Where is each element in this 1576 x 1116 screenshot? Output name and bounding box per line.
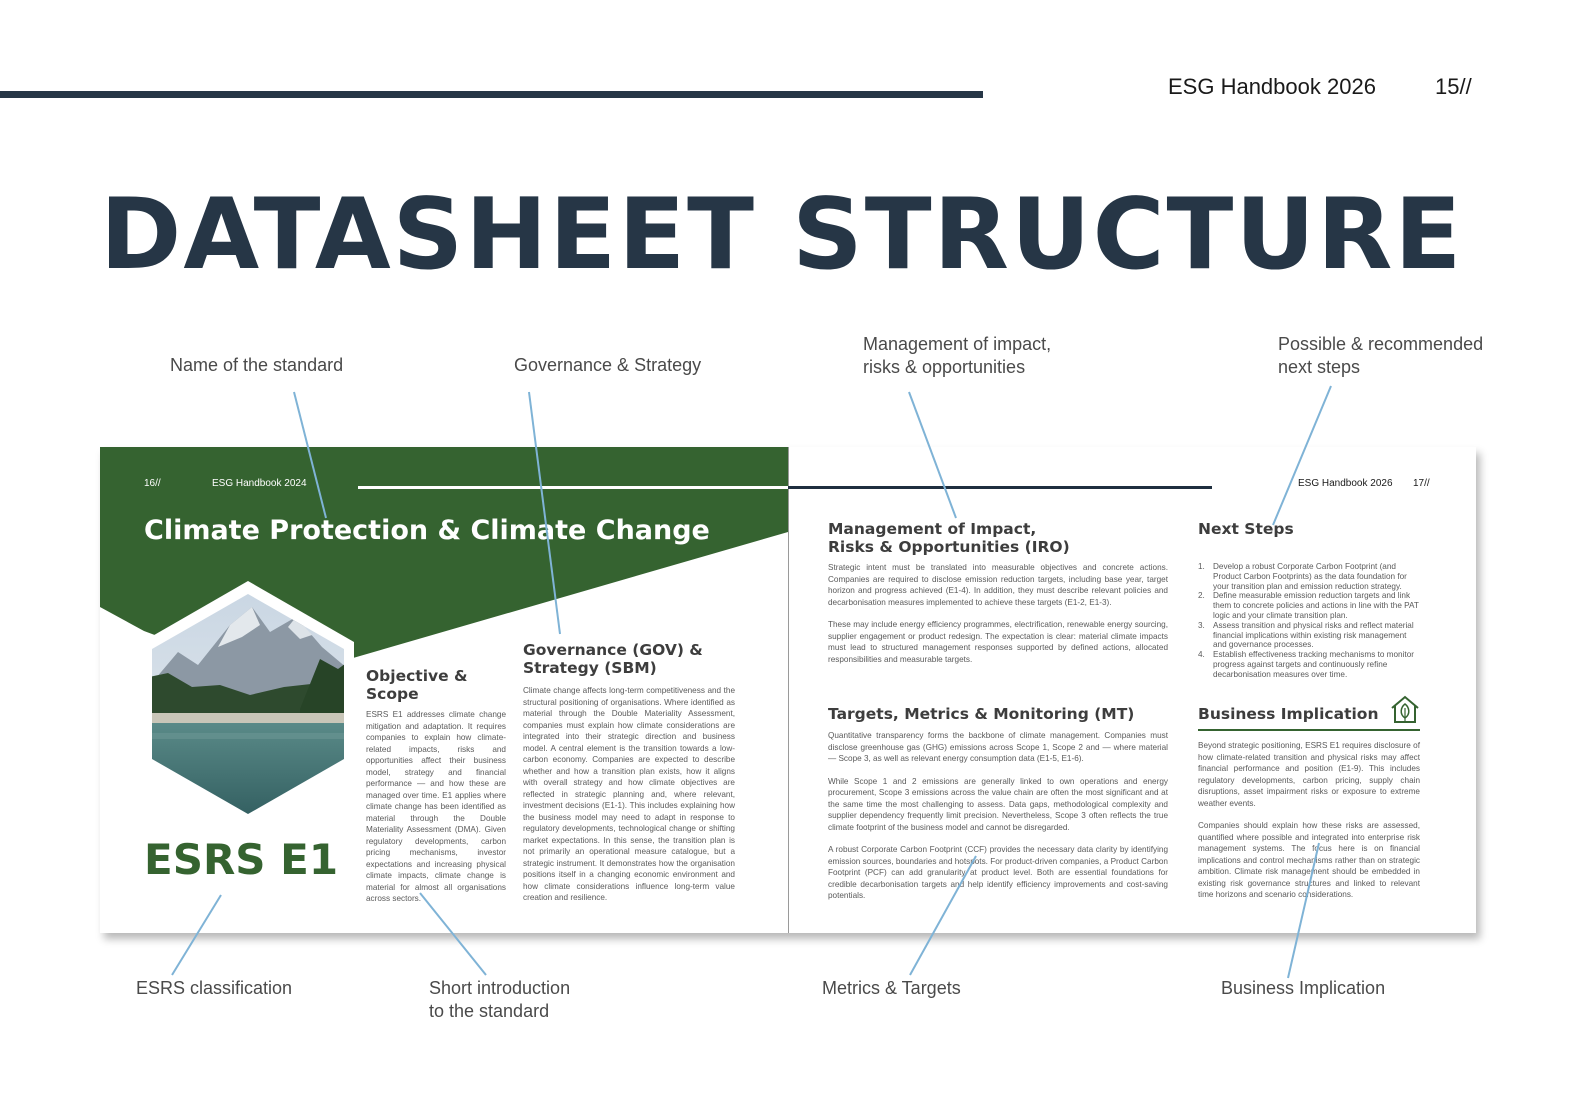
spread-gutter xyxy=(788,447,789,933)
callout-name-of-standard: Name of the standard xyxy=(170,355,344,375)
callout-management-iro: Management of impact, risks & opportunities xyxy=(863,334,1052,377)
right-handbook-title: ESG Handbook 2026 xyxy=(1298,478,1393,489)
callout-governance-strategy: Governance & Strategy xyxy=(514,355,702,375)
datasheet-spread xyxy=(100,447,1476,933)
objective-body: ESRS E1 addresses climate change mitigation and adaptation. It requires companies to explain how climate-related impacts, risks and opportunities affect their business model, strategy and financial performance — and how these are managed over time. E1 applies where climate change has been identified as material through the Double Materiality Assessment (DMA). Given regulatory developments, carbon pricing mechanisms, investor expectations and increasing physical climate impacts, climate change is material for almost all organisations across sectors. xyxy=(366,710,506,903)
governance-body: Climate change affects long-term competitiveness and the structural positioning of organisations. Where identified as material through the Double Materiality Assessment, companies must explain how climate considerations are integrated into their strategic direction and business model. A central element is the transition towards a low-carbon economy. Companies are expected to describe whether and how a transition plan exists, how it aligns with overall strategy and how climate objectives are reflected in strategic planning and, where relevant, investment decisions (E1-1). This includes explaining how the business model may need to adapt in response to regulatory developments, technological change or shifting market expectations. In this sense, the transition plan is not primarily an operational measure catalogue, but a strategic instrument. It demonstrates how the organisation positions itself in a changing economic environment and how climate considerations influence long-term value creation and resilience. xyxy=(523,686,735,902)
esrs-code: ESRS E1 xyxy=(144,835,339,884)
iro-body: Strategic intent must be translated into measurable objectives and concrete actions. Companies are required to disclose emission reduction targets, including base year, target horizon and progress achieved (E1-4). In addition, they must describe relevant policies and decarbonisation measures implemented to achieve these targets (E1-2, E1-3). These may include energy efficiency programmes, electrification, renewable energy sourcing, supplier engagement or product redesign. The expectation is clear: material climate impacts must lead to structured management responses supported by defined actions, allocated responsibilities and measurable targets. xyxy=(828,563,1168,664)
metrics-body: Quantitative transparency forms the backbone of climate management. Companies must disclose greenhouse gas (GHG) emissions across Scope 1, Scope 2 and — where material — Scope 3, as well as relevant energy consumption data (E1-5, E1-6). While Scope 1 and 2 emissions are generally linked to own operations and energy procurement, Scope 3 emissions across the value chain are often the most significant and at the same time the most challenging to assess. Data gaps, methodological complexity and supplier dependency frequently limit precision. Nevertheless, Scope 3 often reflects the true climate footprint of the business model and cannot be disregarded. A robust Corporate Carbon Footprint (CCF) provides the necessary data clarity by identifying emission sources, boundaries and hotspots. For product-driven companies, a Product Carbon Footprint (PCF) can add granularity at product level. Both are essential foundations for credible decarbonisation targets and help identify efficiency improvements and cost-saving potentials. xyxy=(828,731,1168,900)
header-rule xyxy=(0,91,983,98)
left-handbook-title: ESG Handbook 2024 xyxy=(212,478,307,489)
objective-heading: Objective & Scope xyxy=(366,667,468,703)
business-implication-body: Beyond strategic positioning, ESRS E1 requires disclosure of how climate-related transition and physical risks may affect financial performance and position (E1-9). This includes regulatory developments, carbon pricing, supply chain disruptions, asset impairment risks or exposure to extreme weather events. Companies should explain how these risks are assessed, quantified where possible and integrated into enterprise risk management systems. The focus here is on financial implications and control mechanisms rather than on strategic ambition. Climate risk management should be embedded in existing risk governance structures and linked to relevant time horizons and scenario considerations. xyxy=(1198,741,1420,899)
list-item: 3. Assess transition and physical risks and reflect material financial implications within existing risk management and governance processes. xyxy=(1198,620,1414,650)
callout-business-implication: Business Implication xyxy=(1221,978,1386,998)
list-item: 1. Develop a robust Corporate Carbon Footprint (and Product Carbon Footprints) as the data foundation for your transition plan and emission reduction strategy. xyxy=(1198,562,1407,591)
business-implication-underline xyxy=(1198,729,1420,731)
business-implication-heading: Business Implication xyxy=(1198,705,1379,723)
metrics-heading: Targets, Metrics & Monitoring (MT) xyxy=(828,705,1135,723)
house-leaf-icon xyxy=(1392,697,1418,722)
callout-short-intro: Short introduction to the standard xyxy=(429,978,571,1021)
callout-esrs-classification: ESRS classification xyxy=(136,978,293,998)
left-page-number: 16// xyxy=(144,478,161,489)
standard-name: Climate Protection & Climate Change xyxy=(144,515,710,546)
iro-heading: Management of Impact, Risks & Opportunities (IRO) xyxy=(828,520,1070,556)
page-title: DATASHEET STRUCTURE xyxy=(100,178,1464,292)
callout-metrics-targets: Metrics & Targets xyxy=(822,978,961,998)
governance-heading: Governance (GOV) & Strategy (SBM) xyxy=(523,641,703,677)
next-steps-list xyxy=(1198,562,1420,684)
right-page-number: 17// xyxy=(1413,478,1430,489)
page-number: 15// xyxy=(1435,74,1472,99)
handbook-title: ESG Handbook 2026 xyxy=(1168,74,1376,99)
next-steps-heading: Next Steps xyxy=(1198,520,1294,538)
spread-header-rule-left xyxy=(358,486,788,489)
callout-next-steps: Possible & recommended next steps xyxy=(1278,334,1484,377)
list-item: 4. Establish effectiveness tracking mechanisms to monitor progress against targets and continuously refine decarbonisation measures over time. xyxy=(1198,650,1414,679)
list-item: 2. Define measurable emission reduction targets and link them to concrete policies and actions in line with the PAT logic and your climate transition plan. xyxy=(1198,591,1419,620)
